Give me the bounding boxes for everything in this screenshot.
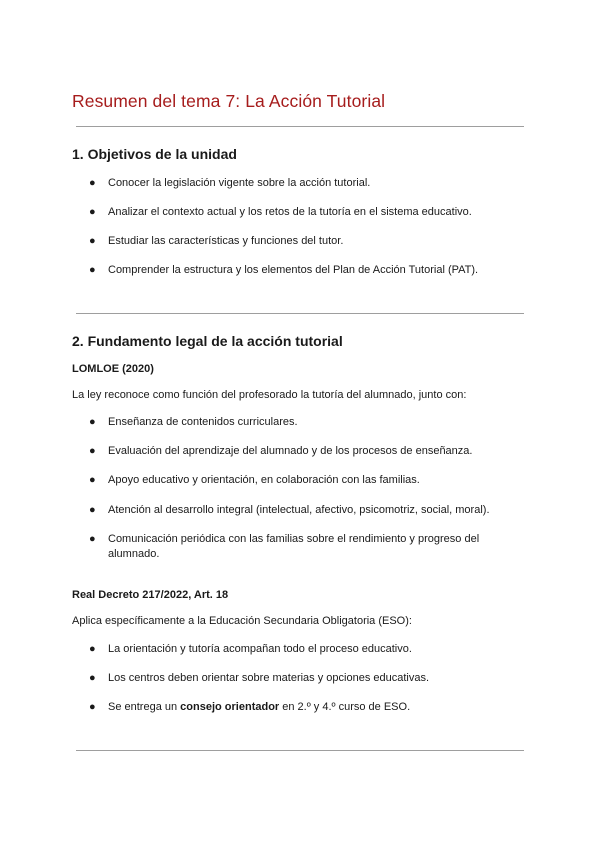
list-item bbox=[72, 700, 524, 715]
list-item-text: Analizar el contexto actual y los retos de la tutoría en el sistema educativo. bbox=[108, 206, 472, 218]
list-item-text: Comprender la estructura y los elementos del Plan de Acción Tutorial (PAT). bbox=[108, 264, 479, 276]
bullet-icon: ● bbox=[89, 533, 96, 545]
list-item bbox=[72, 234, 524, 249]
subsection-heading-real-decreto: Real Decreto 217/2022, Art. 18 bbox=[72, 589, 229, 601]
list-item bbox=[72, 263, 524, 278]
bullet-icon: ● bbox=[89, 474, 96, 486]
list-item bbox=[72, 444, 524, 459]
list-item-text: Comunicación periódica con las familias sobre el rendimiento y progreso del alumnado. bbox=[108, 533, 480, 560]
bullet-icon: ● bbox=[89, 235, 96, 247]
list-item bbox=[72, 205, 524, 220]
list-item bbox=[72, 642, 524, 657]
section-heading-objetivos: 1. Objetivos de la unidad bbox=[72, 146, 237, 162]
paragraph-intro-lomloe: La ley reconoce como función del profesorado la tutoría del alumnado, junto con: bbox=[72, 389, 467, 401]
list-item bbox=[72, 176, 524, 191]
list-item-text: La orientación y tutoría acompañan todo el proceso educativo. bbox=[108, 643, 412, 655]
list-item-text: Estudiar las características y funciones del tutor. bbox=[108, 235, 344, 247]
consejo-orientador-emphasis: consejo orientador bbox=[180, 701, 280, 713]
bullet-icon: ● bbox=[89, 177, 96, 189]
bullet-icon: ● bbox=[89, 643, 96, 655]
list-item-text: Evaluación del aprendizaje del alumnado y de los procesos de enseñanza. bbox=[108, 445, 473, 457]
list-item-text: Conocer la legislación vigente sobre la acción tutorial. bbox=[108, 177, 371, 189]
divider bbox=[76, 313, 524, 314]
list-item-text: Enseñanza de contenidos curriculares. bbox=[108, 416, 298, 428]
list-item-text-after: en 2.º y 4.º curso de ESO. bbox=[279, 701, 411, 713]
list-item bbox=[72, 532, 524, 562]
bullet-icon: ● bbox=[89, 206, 96, 218]
list-item bbox=[72, 503, 524, 518]
paragraph-intro-real-decreto: Aplica específicamente a la Educación Secundaria Obligatoria (ESO): bbox=[72, 615, 412, 627]
bullet-icon: ● bbox=[89, 672, 96, 684]
divider bbox=[76, 126, 524, 127]
list-item-text bbox=[108, 700, 498, 715]
subsection-heading-lomloe: LOMLOE (2020) bbox=[72, 363, 154, 375]
bullet-icon: ● bbox=[89, 445, 96, 457]
list-item-text-before: Se entrega un bbox=[108, 701, 181, 713]
divider bbox=[76, 750, 524, 751]
document-title: Resumen del tema 7: La Acción Tutorial bbox=[72, 91, 386, 111]
bullet-icon: ● bbox=[89, 416, 96, 428]
section-heading-fundamento: 2. Fundamento legal de la acción tutorial bbox=[72, 333, 343, 349]
list-item bbox=[72, 415, 524, 430]
list-item-text: Los centros deben orientar sobre materias y opciones educativas. bbox=[108, 672, 430, 684]
list-item bbox=[72, 671, 524, 686]
list-item-text: Atención al desarrollo integral (intelectual, afectivo, psicomotriz, social, moral). bbox=[108, 504, 490, 516]
bullet-icon: ● bbox=[89, 264, 96, 276]
bullet-icon: ● bbox=[89, 504, 96, 516]
list-item bbox=[72, 473, 524, 488]
bullet-icon: ● bbox=[89, 701, 96, 713]
list-item-text: Apoyo educativo y orientación, en colaboración con las familias. bbox=[108, 474, 420, 486]
